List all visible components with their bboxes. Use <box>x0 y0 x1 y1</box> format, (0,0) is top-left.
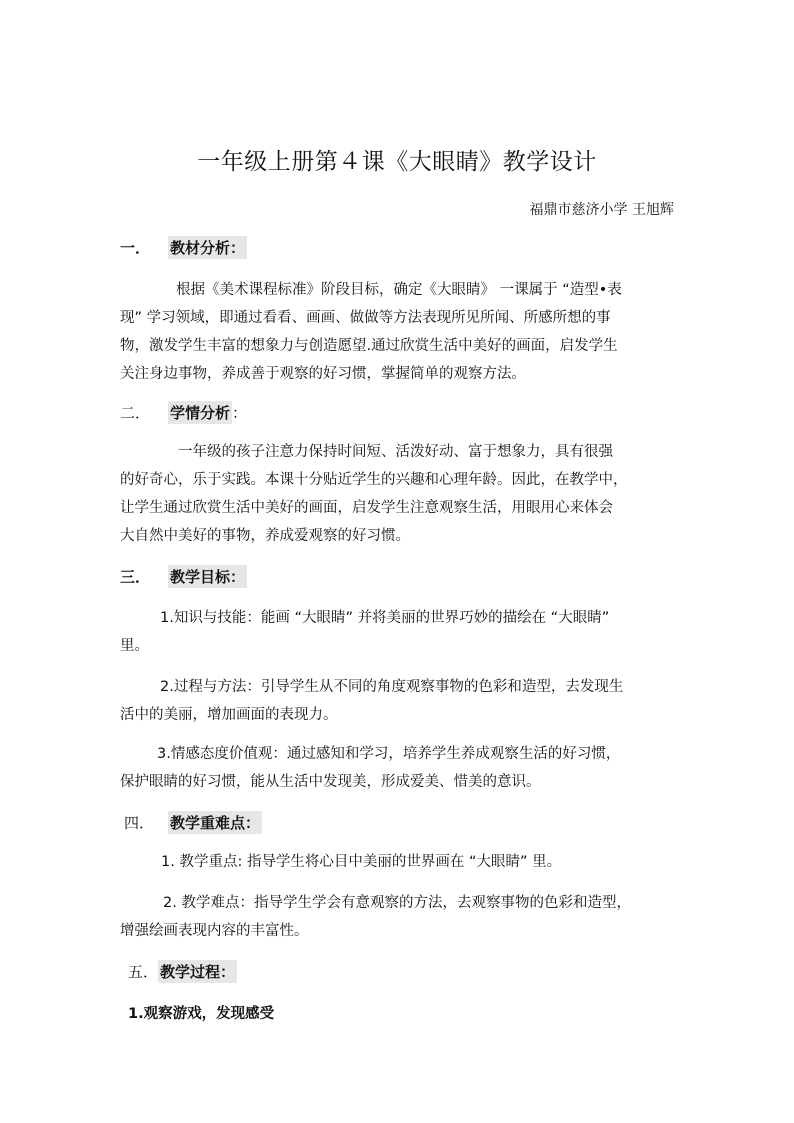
paragraph-line: 让学生通过欣赏生活中美好的画面，启发学生注意观察生活，用眼用心来体会 <box>120 500 613 516</box>
section-heading-1 <box>120 234 247 260</box>
section-heading-4 <box>124 809 262 835</box>
keypoint-item-1 <box>120 848 680 876</box>
paragraph-line: 一年级的孩子注意力保持时间短、活泼好动、富于想象力，具有很强 <box>178 444 613 460</box>
section-label: 学情分析 <box>168 401 232 424</box>
section-label: 教学目标： <box>168 565 247 588</box>
paragraph-line: 1. 教学重点: 指导学生将心目中美丽的世界画在 “大眼睛” 里。 <box>161 854 562 870</box>
paragraph-line: 保护眼睛的好习惯，能从生活中发现美，形成爱美、惜美的意识。 <box>120 774 541 790</box>
objective-item-3 <box>120 740 680 796</box>
document-title: 一年级上册第４课《大眼睛》教学设计 <box>197 149 597 175</box>
section-number: 四． <box>124 813 155 832</box>
paragraph-line: 2.过程与方法：引导学生从不同的角度观察事物的色彩和造型，去发现生 <box>160 679 624 695</box>
paragraph-line: 关注身边事物，养成善于观察的好习惯，掌握简单的观察方法。 <box>120 366 526 382</box>
section-number: 五． <box>128 962 159 981</box>
objective-item-2 <box>120 673 680 729</box>
paragraph-line: 增强绘画表现内容的丰富性。 <box>120 923 309 939</box>
author-line: 福鼎市慈济小学 王旭辉 <box>529 202 674 218</box>
paragraph-line: 2. 教学难点：指导学生学会有意观察的方法，去观察事物的色彩和造型， <box>163 895 631 911</box>
paragraph-line: 的好奇心，乐于实践。本课十分贴近学生的兴趣和心理年龄。因此，在教学中， <box>120 472 628 488</box>
objective-item-1 <box>120 604 680 660</box>
paragraph-line: 3.情感态度价值观：通过感知和学习，培养学生养成观察生活的好习惯， <box>157 746 621 762</box>
section-colon: ： <box>232 403 248 422</box>
section-heading-3 <box>120 563 247 589</box>
section-label: 教学重难点： <box>168 811 262 834</box>
section-heading-5 <box>128 958 237 984</box>
paragraph-line: 里。 <box>120 638 149 654</box>
section-number: 一． <box>120 238 151 257</box>
section-label: 教学过程： <box>158 960 237 983</box>
section-number: 三． <box>120 567 151 586</box>
paragraph-line: 现” 学习领域，即通过看看、画画、做做等方法表现所见所闻、所感所想的事 <box>120 310 611 326</box>
section-number: 二． <box>120 403 151 422</box>
section-heading-2 <box>120 399 247 425</box>
keypoint-item-2 <box>120 889 680 945</box>
paragraph-line: 物，激发学生丰富的想象力与创造愿望.通过欣赏生活中美好的画面，启发学生 <box>120 338 618 354</box>
process-step-title: 1.观察游戏，发现感受 <box>128 1006 275 1022</box>
paragraph-line: 大自然中美好的事物，养成爱观察的好习惯。 <box>120 528 410 544</box>
paragraph-line: 活中的美丽，增加画面的表现力。 <box>120 707 338 723</box>
section-paragraph-2 <box>120 438 680 550</box>
section-paragraph-1 <box>120 276 680 388</box>
paragraph-line: 根据《美术课程标准》阶段目标，确定《大眼睛》 一课属于 “造型•表 <box>176 282 622 298</box>
section-label: 教材分析： <box>168 236 247 259</box>
paragraph-line: 1.知识与技能：能画 “大眼睛” 并将美丽的世界巧妙的描绘在 “大眼睛” <box>160 610 610 626</box>
